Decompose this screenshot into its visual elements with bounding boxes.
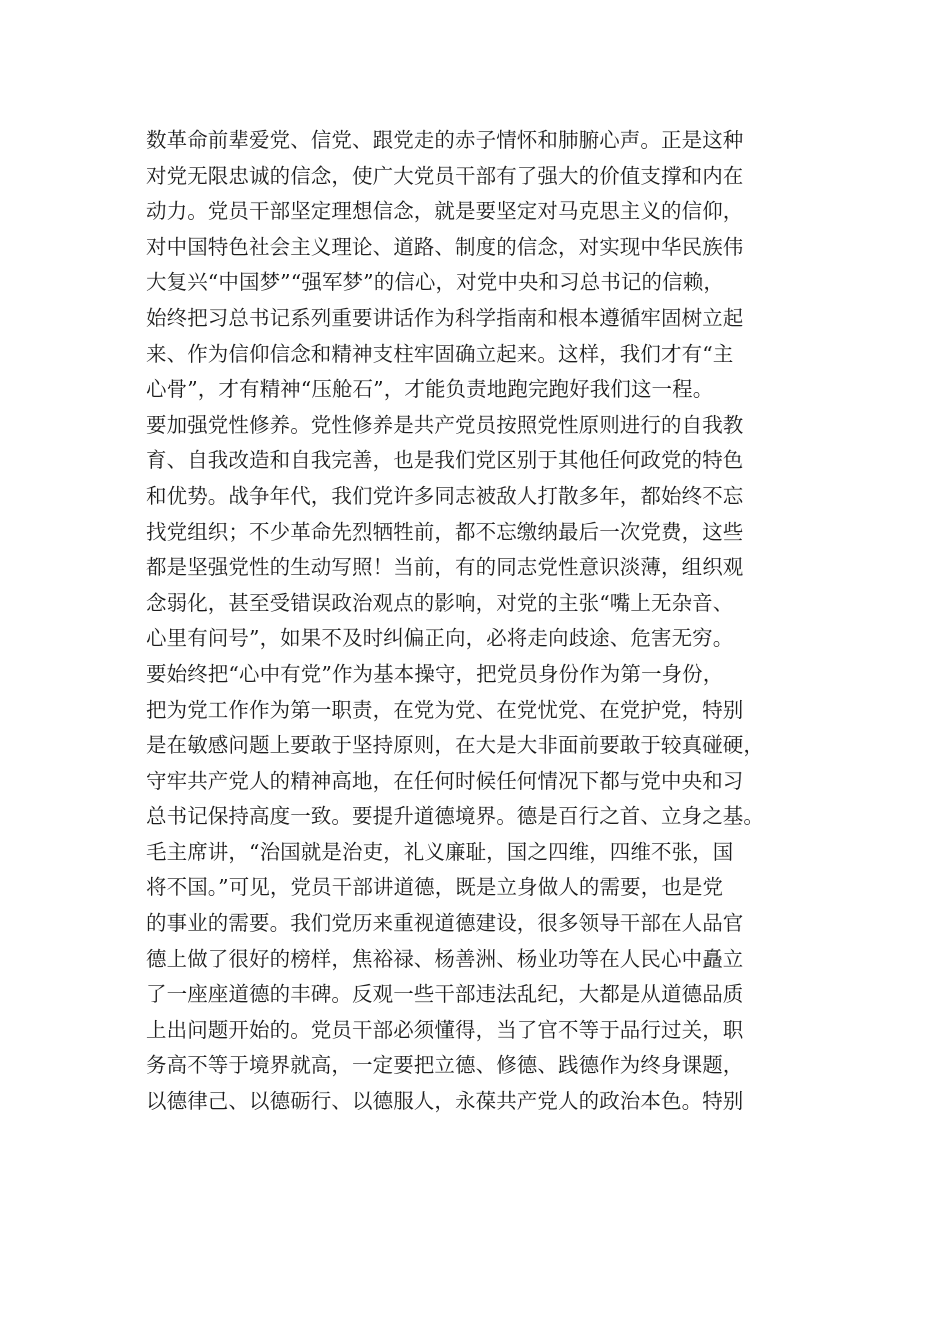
body-text	[146, 123, 816, 1120]
text-line: 来、作为信仰信念和精神支柱牢固确立起来。这样，我们才有“主	[146, 341, 734, 366]
text-line: 心骨”，才有精神“压舱石”，才能负责地跑完跑好我们这一程。	[146, 377, 714, 402]
text-line: 念弱化，甚至受错误政治观点的影响，对党的主张“嘴上无杂音、	[146, 590, 734, 615]
text-line: 将不国。”可见，党员干部讲道德，既是立身做人的需要，也是党	[146, 875, 724, 900]
text-line: 是在敏感问题上要敢于坚持原则，在大是大非面前要敢于较真碰硬，	[146, 733, 764, 758]
text-line: 对中国特色社会主义理论、道路、制度的信念，对实现中华民族伟	[146, 234, 744, 259]
text-line: 总书记保持高度一致。要提升道德境界。德是百行之首、立身之基。	[146, 804, 764, 829]
text-line: 都是坚强党性的生动写照！当前，有的同志党性意识淡薄，组织观	[146, 555, 744, 580]
text-line: 心里有问号”，如果不及时纠偏正向，必将走向歧途、危害无穷。	[146, 626, 734, 651]
text-line: 和优势。战争年代，我们党许多同志被敌人打散多年，都始终不忘	[146, 483, 744, 508]
text-line: 德上做了很好的榜样，焦裕禄、杨善洲、杨业功等在人民心中矗立	[146, 946, 744, 971]
text-line: 找党组织；不少革命先烈牺牲前，都不忘缴纳最后一次党费，这些	[146, 519, 744, 544]
text-line: 动力。党员干部坚定理想信念，就是要坚定对马克思主义的信仰，	[146, 199, 744, 224]
text-line: 要始终把“心中有党”作为基本操守，把党员身份作为第一身份，	[146, 661, 724, 686]
text-line: 的事业的需要。我们党历来重视道德建设，很多领导干部在人品官	[146, 911, 744, 936]
text-line: 毛主席讲，“治国就是治吏，礼义廉耻，国之四维，四维不张，国	[146, 839, 734, 864]
text-line: 要加强党性修养。党性修养是共产党员按照党性原则进行的自我教	[146, 412, 744, 437]
text-line: 以德律己、以德砺行、以德服人，永葆共产党人的政治本色。特别	[146, 1089, 744, 1114]
text-line: 把为党工作作为第一职责，在党为党、在党忧党、在党护党，特别	[146, 697, 744, 722]
text-line: 育、自我改造和自我完善，也是我们党区别于其他任何政党的特色	[146, 448, 744, 473]
text-line: 守牢共产党人的精神高地，在任何时候任何情况下都与党中央和习	[146, 768, 744, 793]
text-line: 了一座座道德的丰碑。反观一些干部违法乱纪，大都是从道德品质	[146, 982, 744, 1007]
text-line: 务高不等于境界就高，一定要把立德、修德、践德作为终身课题，	[146, 1053, 744, 1078]
text-line: 大复兴“中国梦”“强军梦”的信心，对党中央和习总书记的信赖，	[146, 270, 724, 295]
text-line: 数革命前辈爱党、信党、跟党走的赤子情怀和肺腑心声。正是这种	[146, 128, 744, 152]
text-line: 始终把习总书记系列重要讲话作为科学指南和根本遵循牢固树立起	[146, 305, 744, 330]
text-line: 对党无限忠诚的信念，使广大党员干部有了强大的价值支撑和内在	[146, 163, 744, 188]
text-line: 上出问题开始的。党员干部必须懂得，当了官不等于品行过关，职	[146, 1017, 744, 1042]
